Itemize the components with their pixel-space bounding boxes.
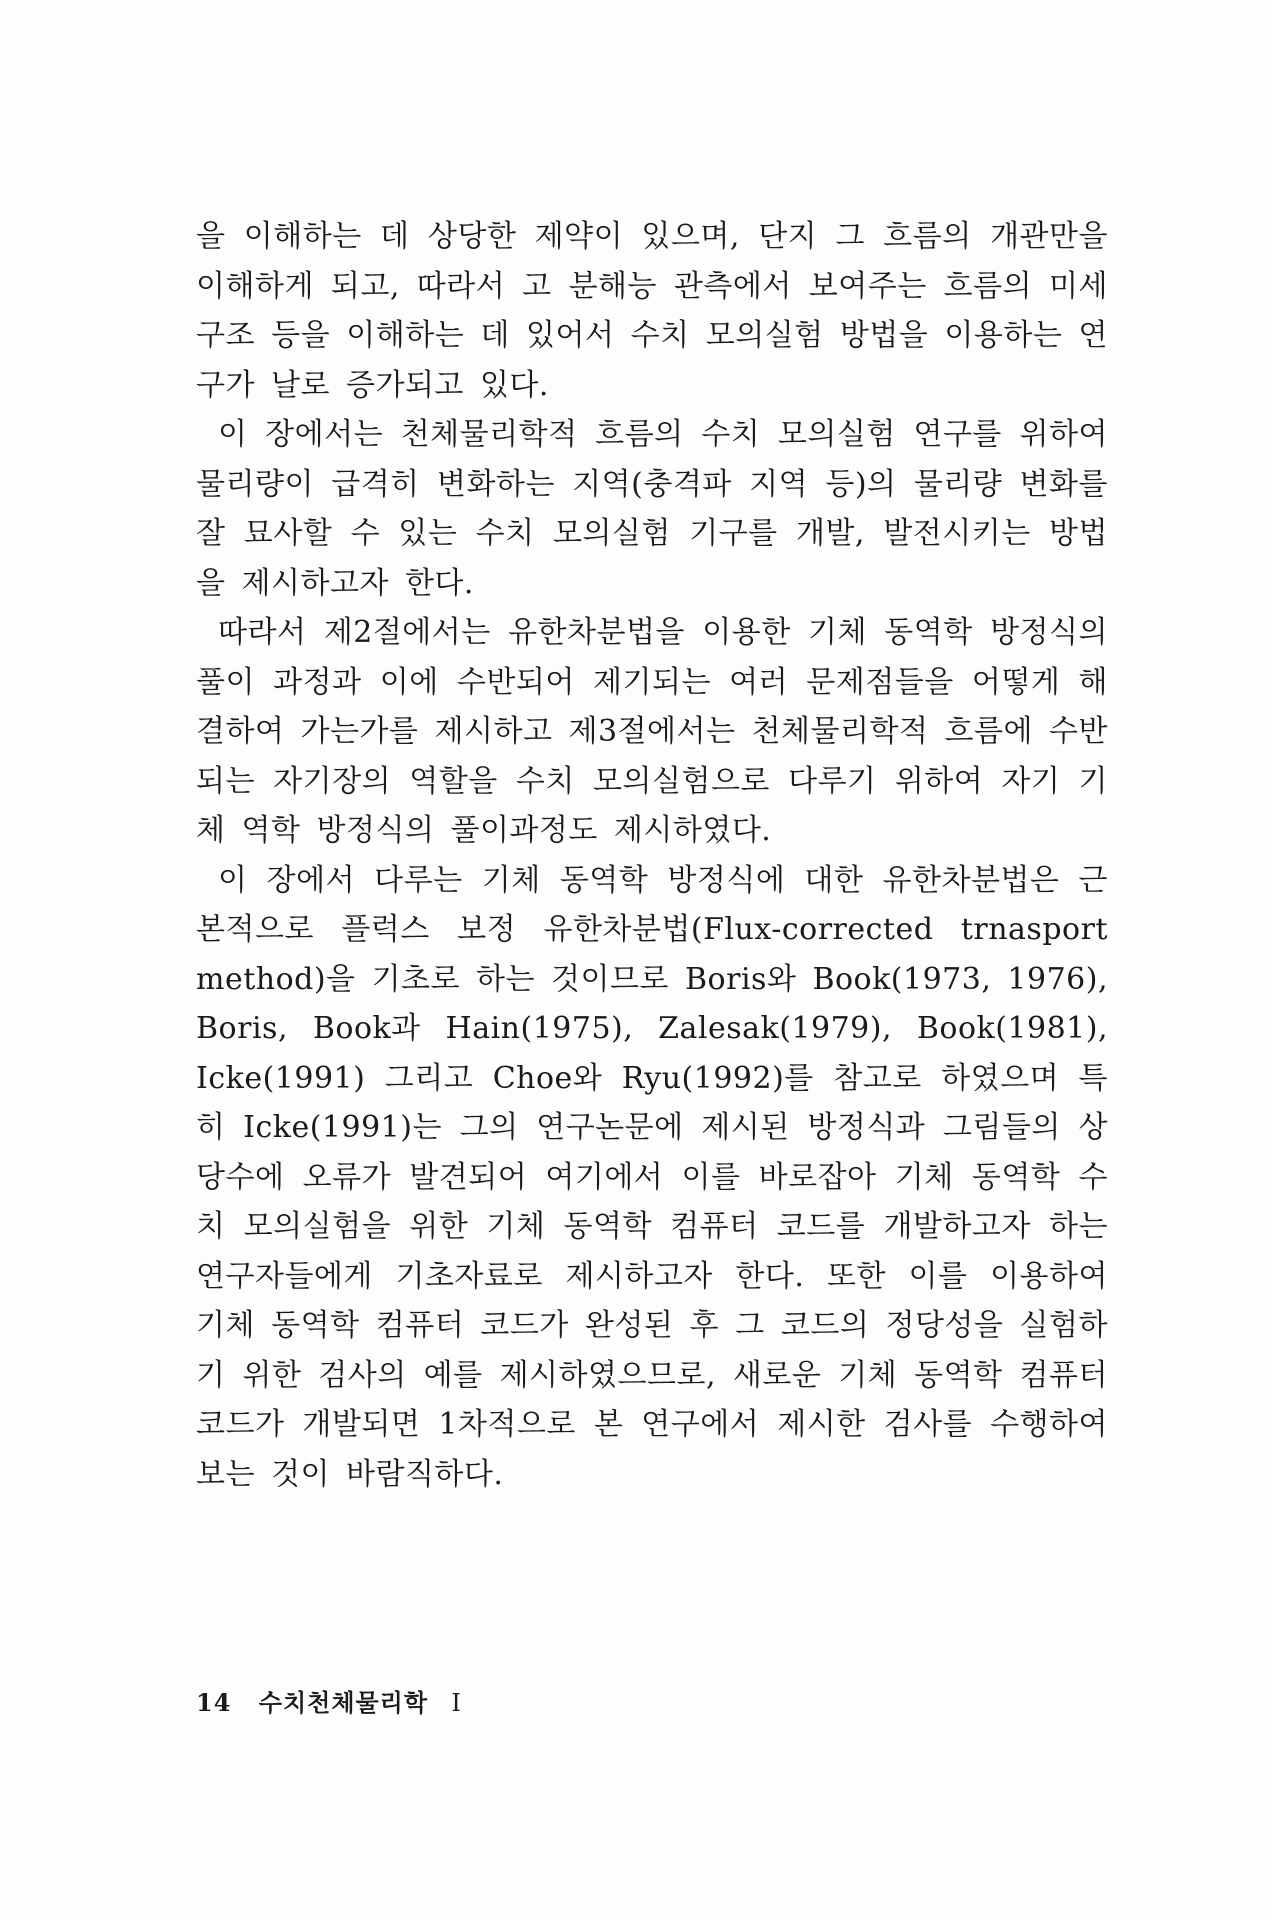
paragraph-chapter-aim: 이 장에서는 천체물리학적 흐름의 수치 모의실험 연구를 위하여 물리량이 급격히 변화하는 지역(충격파 지역 등)의 물리량 변화를 잘 묘사할 수 있는 수치 모의실험 기구를 개발, 발전시키는 방법을 제시하고자 한다.: [196, 417, 1108, 601]
volume-label: I: [451, 1689, 462, 1717]
page-number: 14: [196, 1688, 232, 1717]
body-text: [196, 212, 1108, 1499]
paragraph-section-overview: 따라서 제2절에서는 유한차분법을 이용한 기체 동역학 방정식의 풀이 과정과 이에 수반되어 제기되는 여러 문제점들을 어떻게 해결하여 가는가를 제시하고 제3절에서는 천체물리학적 흐름에 수반되는 자기장의 역할을 수치 모의실험으로 다루기 위하여 자기 기체 역학 방정식의 풀이과정도 제시하였다.: [196, 615, 1108, 848]
book-title: 수치천체물리학: [258, 1688, 429, 1717]
paragraph-continuation: 을 이해하는 데 상당한 제약이 있으며, 단지 그 흐름의 개관만을 이해하게 되고, 따라서 고 분해능 관측에서 보여주는 흐름의 미세구조 등을 이해하는 데 있어서 수치 모의실험 방법을 이용하는 연구가 날로 증가되고 있다.: [196, 219, 1108, 403]
paragraph-references: 이 장에서 다루는 기체 동역학 방정식에 대한 유한차분법은 근본적으로 플럭스 보정 유한차분법(Flux-corrected trnasport method)을 기초로 하는 것이므로 Boris와 Book(1973, 1976), Boris, Book과 Hain(1975), Zalesak(1979), Book(1981), Icke(1991) 그리고 Choe와 Ryu(1992)를 참고로 하였으며 특히 Icke(1991)는 그의 연구논문에 제시된 방정식과 그림들의 상당수에 오류가 발견되어 여기에서 이를 바로잡아 기체 동역학 수치 모의실험을 위한 기체 동역학 컴퓨터 코드를 개발하고자 하는 연구자들에게 기초자료로 제시하고자 한다. 또한 이를 이용하여 기체 동역학 컴퓨터 코드가 완성된 후 그 코드의 정당성을 실험하기 위한 검사의 예를 제시하였으므로, 새로운 기체 동역학 컴퓨터 코드가 개발되면 1차적으로 본 연구에서 제시한 검사를 수행하여 보는 것이 바람직하다.: [196, 862, 1109, 1492]
page-footer: [196, 1683, 462, 1718]
